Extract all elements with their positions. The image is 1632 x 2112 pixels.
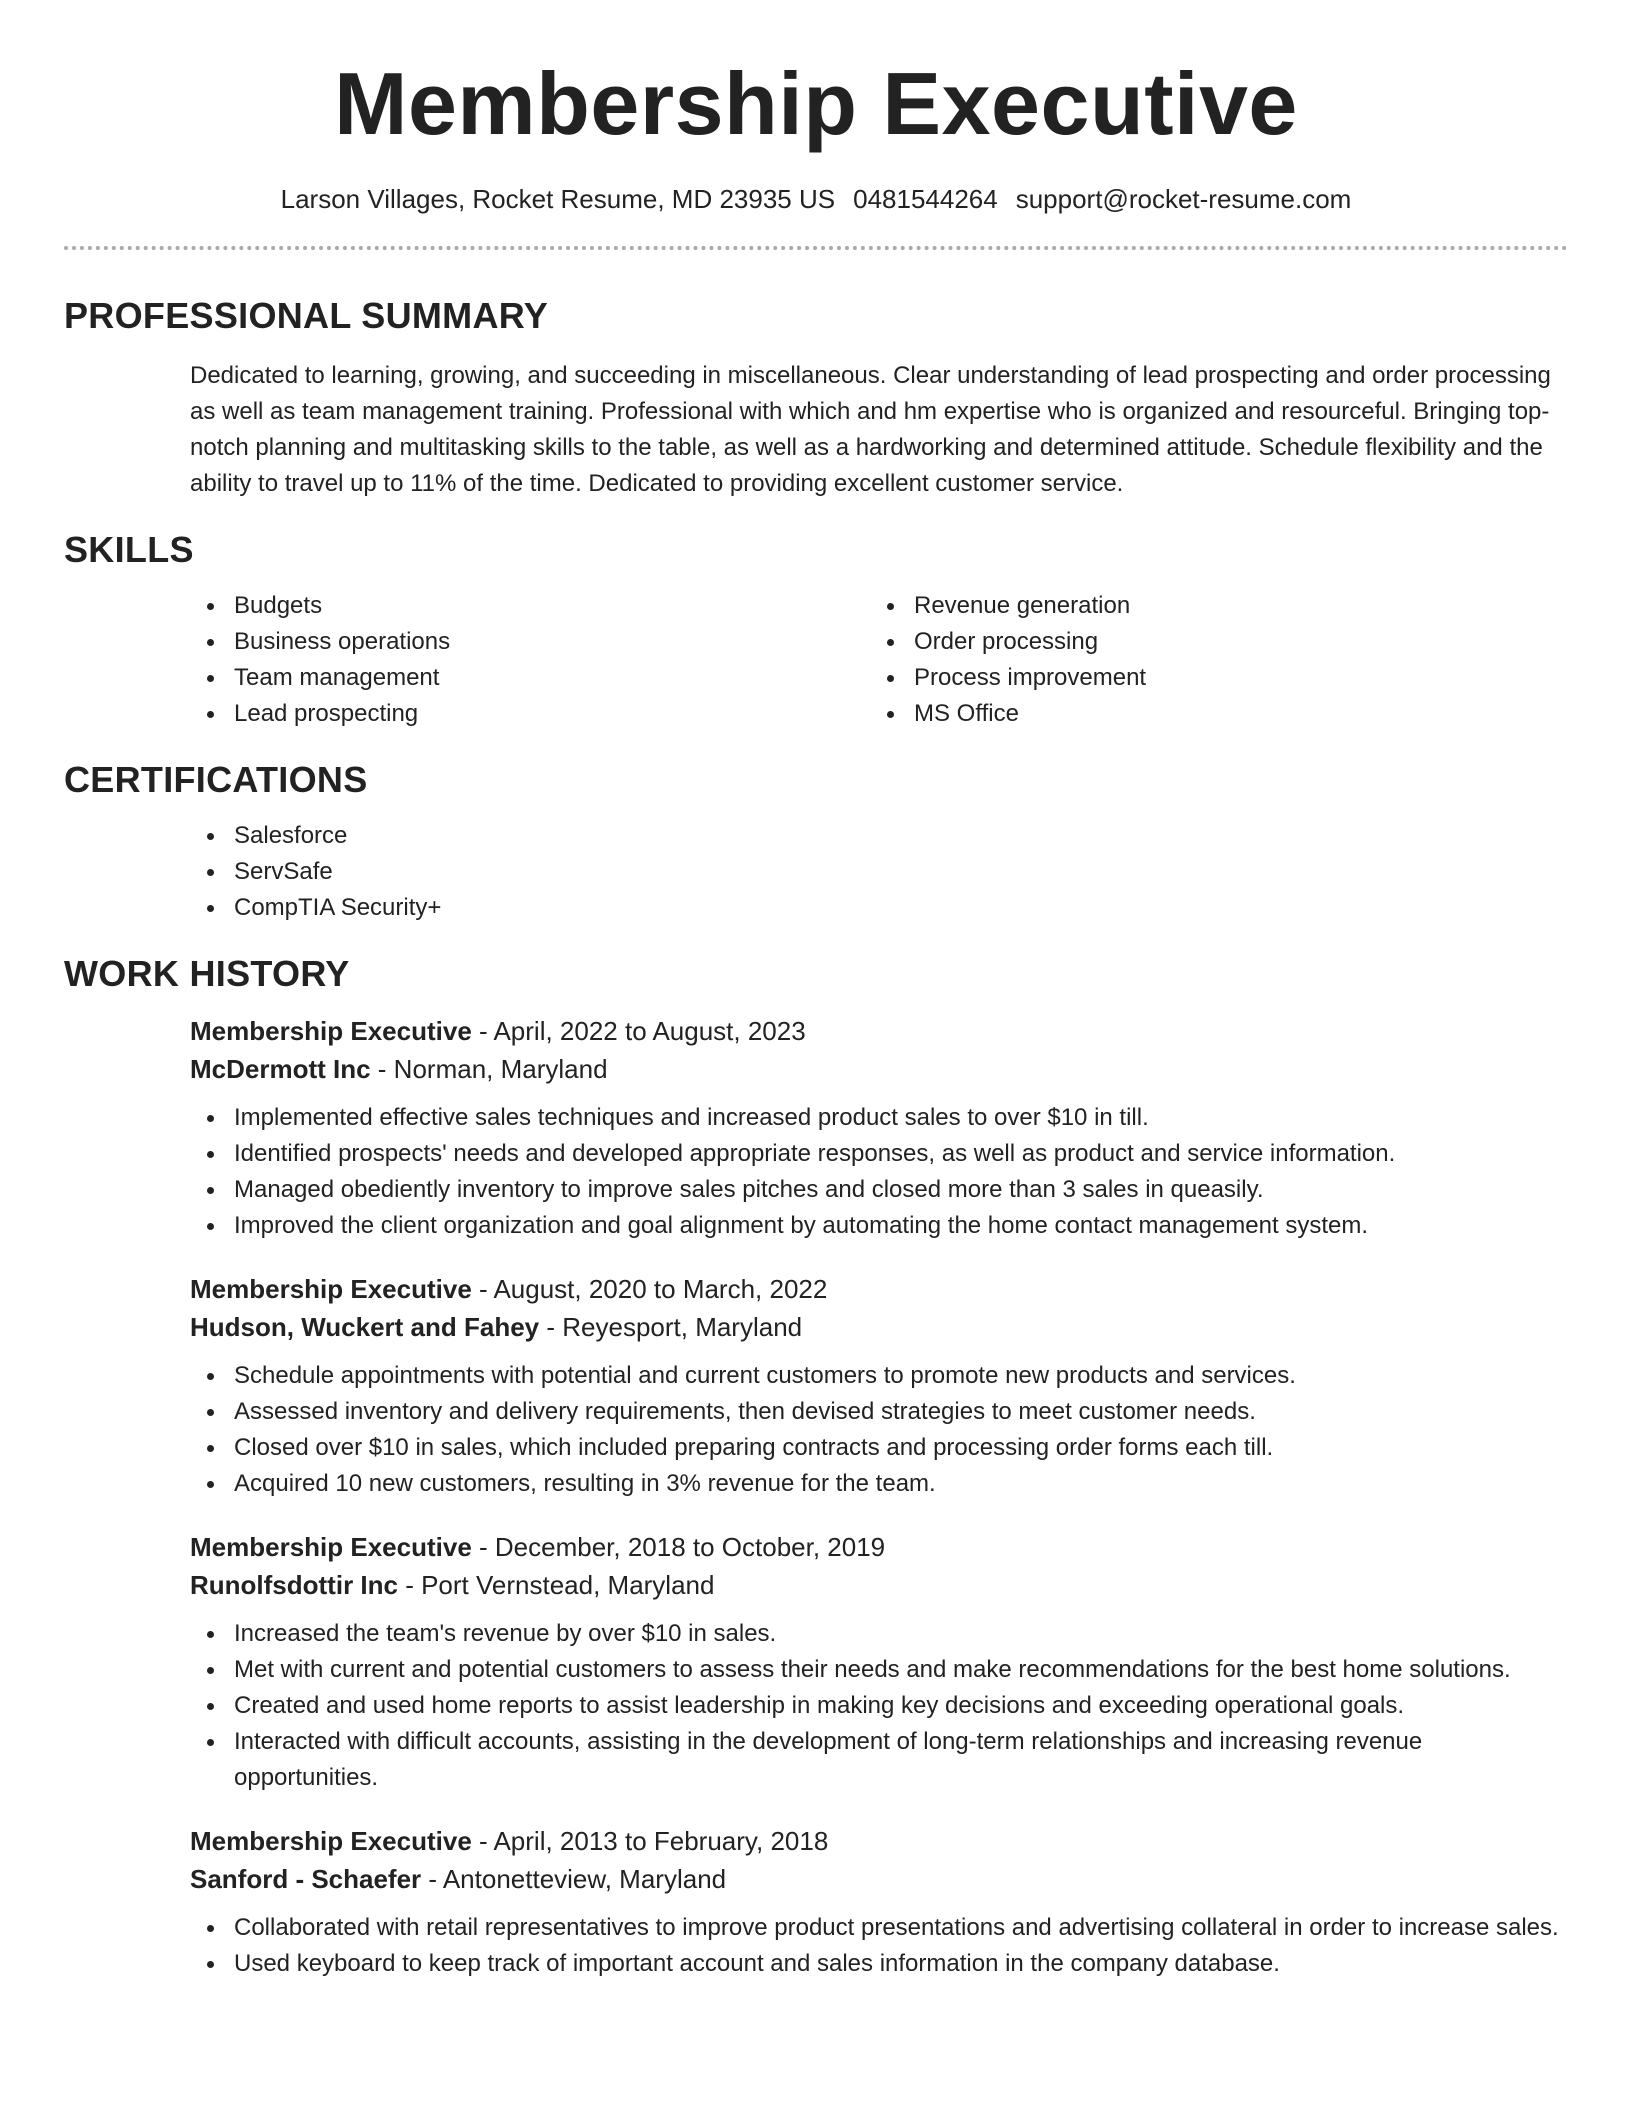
- job-duty: Acquired 10 new customers, resulting in 3% revenue for the team.: [190, 1466, 1568, 1502]
- skill-item: Budgets: [190, 588, 870, 624]
- job-role: Membership Executive: [190, 1826, 472, 1856]
- skill-item: Revenue generation: [870, 588, 1550, 624]
- job-duties: [190, 1616, 1568, 1796]
- job-company-line: [190, 1566, 1568, 1604]
- job-duties: [190, 1100, 1568, 1244]
- job-company: Runolfsdottir Inc: [190, 1570, 398, 1600]
- job-company-line: [190, 1050, 1568, 1088]
- job-company-line: [190, 1308, 1568, 1346]
- job-role: Membership Executive: [190, 1274, 472, 1304]
- job-duty: Used keyboard to keep track of important account and sales information in the company database.: [190, 1946, 1568, 1982]
- job-duty: Identified prospects' needs and developed appropriate responses, as well as product and service information.: [190, 1136, 1568, 1172]
- summary-heading: PROFESSIONAL SUMMARY: [64, 295, 549, 336]
- contact-line: [64, 182, 1568, 216]
- job-duty: Met with current and potential customers to assess their needs and make recommendations for the best home solutions.: [190, 1652, 1568, 1688]
- job-duty: Interacted with difficult accounts, assisting in the development of long-term relationships and increasing revenue opportunities.: [190, 1724, 1568, 1796]
- skill-item: Business operations: [190, 624, 870, 660]
- skills-column-left: [190, 588, 870, 732]
- job-duty: Increased the team's revenue by over $10 in sales.: [190, 1616, 1568, 1652]
- contact-email[interactable]: support@rocket-resume.com: [1015, 184, 1352, 214]
- certification-item: ServSafe: [190, 854, 1568, 890]
- certifications-heading: CERTIFICATIONS: [64, 759, 368, 800]
- job-location: - Reyesport, Maryland: [539, 1312, 803, 1342]
- job-company: Sanford - Schaefer: [190, 1864, 422, 1894]
- job-company-line: [190, 1860, 1568, 1898]
- resume-title: Membership Executive: [334, 54, 1298, 153]
- job-duty: Created and used home reports to assist leadership in making key decisions and exceeding operational goals.: [190, 1688, 1568, 1724]
- job-duty: Implemented effective sales techniques and increased product sales to over $10 in till.: [190, 1100, 1568, 1136]
- summary-text: Dedicated to learning, growing, and succeeding in miscellaneous. Clear understanding of lead prospecting and order processing as well as team management training. Professional with which and hm expertise who is organized and resourceful. Bringing top-notch planning and multitasking skills to the table, as well as a hardworking and determined attitude. Schedule flexibility and the ability to travel up to 11% of the time. Dedicated to providing excellent customer service.: [190, 362, 1551, 497]
- certification-item: CompTIA Security+: [190, 890, 1568, 926]
- certifications-section: [190, 818, 1568, 926]
- job-duty: Schedule appointments with potential and current customers to promote new products and services.: [190, 1358, 1568, 1394]
- job-title-line: [190, 1270, 1568, 1308]
- contact-address: Larson Villages, Rocket Resume, MD 23935 US: [280, 184, 836, 214]
- job-dates: - April, 2022 to August, 2023: [471, 1016, 806, 1046]
- header-divider: [64, 246, 1568, 250]
- summary-section: [190, 358, 1568, 502]
- job-title-line: [190, 1528, 1568, 1566]
- certification-item: Salesforce: [190, 818, 1568, 854]
- job-duty: Assessed inventory and delivery requirements, then devised strategies to meet customer needs.: [190, 1394, 1568, 1430]
- job-location: - Port Vernstead, Maryland: [397, 1570, 715, 1600]
- skill-item: MS Office: [870, 696, 1550, 732]
- skill-item: Process improvement: [870, 660, 1550, 696]
- job-title-line: [190, 1012, 1568, 1050]
- certifications-list: [190, 818, 1568, 926]
- job-entry: [190, 1822, 1568, 1982]
- job-role: Membership Executive: [190, 1016, 472, 1046]
- job-dates: - April, 2013 to February, 2018: [471, 1826, 829, 1856]
- resume-page: [64, 0, 1568, 2008]
- job-duties: [190, 1358, 1568, 1502]
- skill-item: Team management: [190, 660, 870, 696]
- job-duties: [190, 1910, 1568, 1982]
- job-location: - Norman, Maryland: [370, 1054, 608, 1084]
- job-entry: [190, 1012, 1568, 1244]
- job-dates: - August, 2020 to March, 2022: [471, 1274, 828, 1304]
- contact-phone: 0481544264: [853, 184, 998, 214]
- job-entry: [190, 1528, 1568, 1796]
- work-history-heading: WORK HISTORY: [64, 953, 350, 994]
- job-location: - Antonetteview, Maryland: [421, 1864, 727, 1894]
- job-duty: Collaborated with retail representatives to improve product presentations and advertising collateral in order to increase sales.: [190, 1910, 1568, 1946]
- job-role: Membership Executive: [190, 1532, 472, 1562]
- job-entry: [190, 1270, 1568, 1502]
- work-history-section: [190, 1012, 1568, 1982]
- job-duty: Managed obediently inventory to improve sales pitches and closed more than 3 sales in queasily.: [190, 1172, 1568, 1208]
- skills-heading: SKILLS: [64, 529, 194, 570]
- job-title-line: [190, 1822, 1568, 1860]
- job-company: Hudson, Wuckert and Fahey: [190, 1312, 540, 1342]
- job-dates: - December, 2018 to October, 2019: [471, 1532, 886, 1562]
- job-duty: Improved the client organization and goal alignment by automating the home contact management system.: [190, 1208, 1568, 1244]
- job-duty: Closed over $10 in sales, which included preparing contracts and processing order forms each till.: [190, 1430, 1568, 1466]
- skill-item: Order processing: [870, 624, 1550, 660]
- job-company: McDermott Inc: [190, 1054, 371, 1084]
- skill-item: Lead prospecting: [190, 696, 870, 732]
- skills-list: [190, 588, 1568, 732]
- skills-column-right: [870, 588, 1550, 732]
